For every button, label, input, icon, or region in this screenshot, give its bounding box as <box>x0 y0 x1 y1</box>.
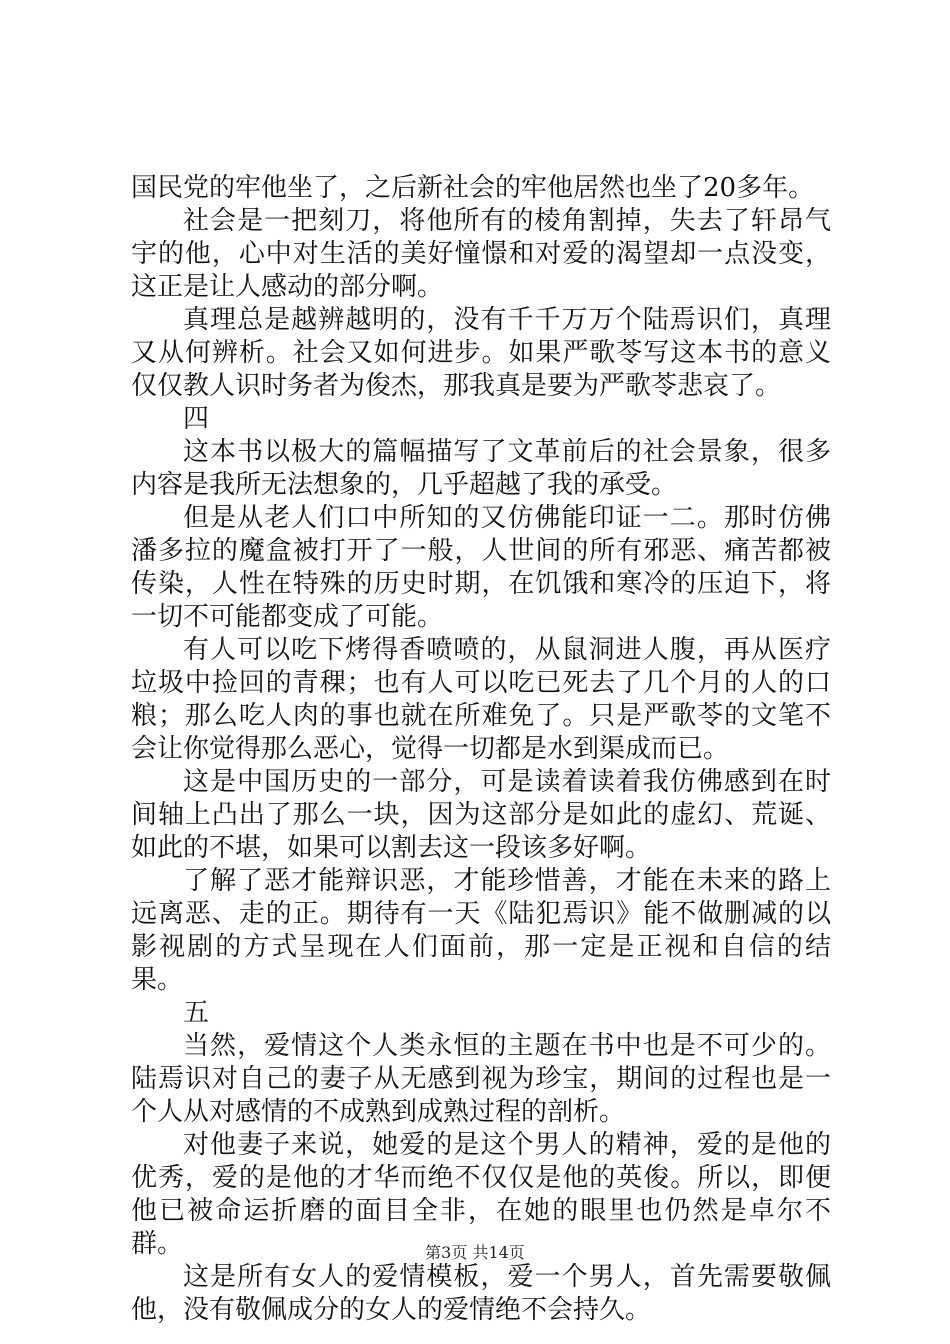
paragraph: 这本书以极大的篇幅描写了文革前后的社会景象，很多内容是我所无法想象的，几乎超越了我的承受。 <box>131 437 831 500</box>
document-body <box>131 172 831 1327</box>
paragraph: 有人可以吃下烤得香喷喷的，从鼠洞进人腹，再从医疗垃圾中捡回的青稞；也有人可以吃已死去了几个月的人的口粮；那么吃人肉的事也就在所难免了。只是严歌苓的文笔不会让你觉得那么恶心，觉得一切都是水到渠成而已。 <box>131 635 831 764</box>
page-footer <box>0 1243 950 1263</box>
paragraph: 当然，爱情这个人类永恒的主题在书中也是不可少的。陆焉识对自己的妻子从无感到视为珍宝，期间的过程也是一个人从对感情的不成熟到成熟过程的剖析。 <box>131 1031 831 1127</box>
page-number: 第3页 共14页 <box>425 1243 525 1262</box>
paragraph: 社会是一把刻刀，将他所有的棱角割掉，失去了轩昂气宇的他，心中对生活的美好憧憬和对爱的渴望却一点没变，这正是让人感动的部分啊。 <box>131 206 831 302</box>
paragraph: 这是中国历史的一部分，可是读着读着我仿佛感到在时间轴上凸出了那么一块，因为这部分是如此的虚幻、荒诞、如此的不堪，如果可以割去这一段该多好啊。 <box>131 767 831 863</box>
section-heading: 五 <box>183 998 210 1028</box>
paragraph: 这是所有女人的爱情模板，爱一个男人，首先需要敬佩他，没有敬佩成分的女人的爱情绝不会持久。 <box>131 1262 831 1325</box>
paragraph: 但是从老人们口中所知的又仿佛能印证一二。那时仿佛潘多拉的魔盒被打开了一般，人世间的所有邪恶、痛苦都被传染，人性在特殊的历史时期，在饥饿和寒冷的压迫下，将一切不可能都变成了可能。 <box>131 503 831 632</box>
paragraph: 国民党的牢他坐了，之后新社会的牢他居然也坐了20多年。 <box>131 173 815 203</box>
paragraph: 了解了恶才能辩识恶，才能珍惜善，才能在未来的路上远离恶、走的正。期待有一天《陆犯焉识》能不做删减的以影视剧的方式呈现在人们面前，那一定是正视和自信的结果。 <box>131 866 831 995</box>
paragraph: 对他妻子来说，她爱的是这个男人的精神，爱的是他的优秀，爱的是他的才华而绝不仅仅是他的英俊。所以，即便他已被命运折磨的面目全非，在她的眼里也仍然是卓尔不群。 <box>131 1130 831 1259</box>
paragraph: 真理总是越辨越明的，没有千千万万个陆焉识们，真理又从何辨析。社会又如何进步。如果严歌苓写这本书的意义仅仅教人识时务者为俊杰，那我真是要为严歌苓悲哀了。 <box>131 305 831 401</box>
section-heading: 四 <box>183 404 210 434</box>
